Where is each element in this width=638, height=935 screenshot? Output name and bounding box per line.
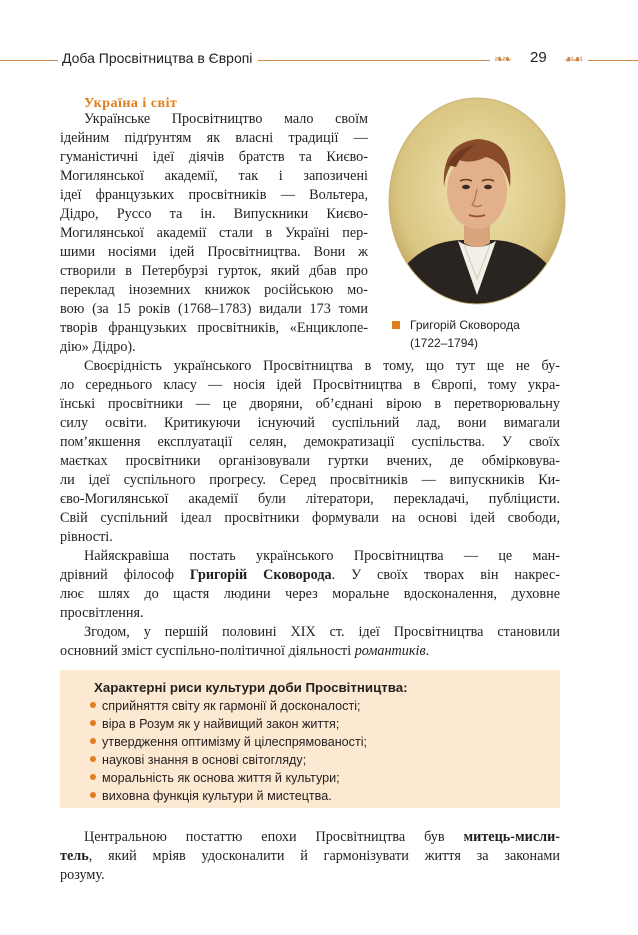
text-run: .	[425, 643, 430, 659]
text-line: творів французьких просвітників, «Енциклопе-	[60, 320, 368, 336]
text-line: рівності.	[60, 529, 113, 545]
text-line: пом’якшення експлуатації селян, демократизації суспільства. У своїх	[60, 434, 560, 450]
list-item	[90, 753, 306, 767]
list-item	[90, 789, 332, 803]
list-item	[90, 735, 367, 749]
text-line: гуманістичні ідеї діячів братств та Києво-	[60, 149, 368, 165]
running-header-title: Доба Просвітництва в Європі	[58, 50, 256, 66]
text-run: , який мріяв удосконалити й гармонізувати життя за законами	[88, 848, 560, 864]
text-line: маєтках просвітники організовували гуртки вчених, де обмірковува-	[60, 453, 560, 469]
list-item-text: віра в Розум як у найвищий закон життя;	[102, 717, 340, 731]
bold-name: Григорій Сковорода	[189, 567, 332, 583]
text-line: ли ідеї суспільного прогресу. Серед просвітників — випускників Ки-	[60, 472, 560, 488]
list-item	[90, 717, 339, 731]
text-line: створили в Петербурзі гурток, який дбав про	[60, 263, 368, 279]
text-line: ло середнього класу — носія ідей Просвітництва в Європі, тому укра-	[60, 377, 560, 393]
bullet-icon	[90, 738, 96, 744]
text-line: їнські просвітники — це дворяни, об’єднані вірою в перетворювальну	[60, 396, 560, 412]
text-line: лює шлях до щастя людини через моральне вдосконалення, духовне	[60, 586, 560, 602]
bold-term: митець-мисли-	[463, 829, 560, 845]
text-line	[60, 642, 429, 661]
text-run: . У своїх творах він накрес-	[331, 567, 560, 583]
text-line: розуму.	[60, 867, 105, 883]
bullet-icon	[90, 774, 96, 780]
text-line: дію» Дідро).	[60, 339, 136, 355]
text-run: дрівний філософ	[60, 567, 190, 583]
text-line: Могилянської академії, так і запозичені	[60, 168, 368, 184]
text-line: Згодом, у першій половині XIX ст. ідеї Просвітництва становили	[84, 624, 560, 640]
text-line	[60, 566, 560, 585]
text-run: Центральною постаттю епохи Просвітництва був	[84, 829, 464, 845]
list-item	[90, 771, 340, 785]
list-item-text: наукові знання в основі світогляду;	[102, 753, 307, 767]
bullet-icon	[90, 720, 96, 726]
text-run: основний зміст суспільно-політичної діяльності	[60, 643, 355, 659]
text-line: ідейним підґрунтям як власні традиції —	[60, 130, 368, 146]
bold-term: тель	[60, 848, 89, 864]
portrait-skovoroda	[386, 95, 568, 307]
caption-marker-icon	[392, 321, 400, 329]
section-heading: Україна і світ	[84, 96, 178, 111]
text-line	[84, 828, 560, 847]
text-line: Могилянської академії стали в Україні пер-	[60, 225, 368, 241]
text-line: просвітлення.	[60, 605, 144, 621]
ornament-left-icon: ❧❧	[494, 52, 511, 66]
text-line: Українське Просвітництво мало своїм	[84, 111, 368, 127]
text-line: Найяскравіша постать українського Просвітництва — це ман-	[84, 548, 560, 564]
list-item-text: сприйняття світу як гармонії й досконалості;	[102, 699, 361, 713]
text-line: єво-Могилянської академії були літератори, перекладачі, публіцисти.	[60, 491, 560, 507]
list-item-text: виховна функція культури й мистецтва.	[102, 789, 332, 803]
list-item-text: моральність як основа життя й культури;	[102, 771, 340, 785]
bullet-icon	[90, 756, 96, 762]
text-line: вою (за 15 років (1768–1783) видали 173 томи	[60, 301, 368, 317]
list-item-text: утвердження оптимізму й цілеспрямованості;	[102, 735, 368, 749]
text-line: Дідро, Руссо та ін. Випускники Києво-	[60, 206, 368, 222]
text-line: Свій суспільний ідеал просвітники формували на основі ідей свободи,	[60, 510, 560, 526]
list-item	[90, 699, 361, 713]
page-number: 29	[530, 49, 547, 66]
caption-years: (1722–1794)	[410, 336, 479, 350]
header-rule-right	[588, 60, 638, 61]
text-line: шими носіями ідей Просвітництва. Вони ж	[60, 244, 368, 260]
header-rule-middle	[258, 60, 490, 61]
ornament-right-icon: ☙☙	[564, 52, 582, 66]
caption-name: Григорій Сковорода	[410, 318, 520, 332]
text-line: переклад іноземних книжок російською мо-	[60, 282, 368, 298]
bullet-icon	[90, 792, 96, 798]
italic-term: романтиків	[354, 643, 426, 659]
text-line: Своєрідність українського Просвітництва в тому, що тут ще не бу-	[84, 358, 560, 374]
bullet-icon	[90, 702, 96, 708]
features-box-title: Характерні риси культури доби Просвітництва:	[94, 680, 408, 695]
text-line: ідеї французьких просвітників — Вольтера,	[60, 187, 368, 203]
header-rule-left	[0, 60, 60, 61]
text-line: силу освіти. Критикуючи існуючий суспільний лад, вони вимагали	[60, 415, 560, 431]
text-line	[60, 847, 560, 866]
